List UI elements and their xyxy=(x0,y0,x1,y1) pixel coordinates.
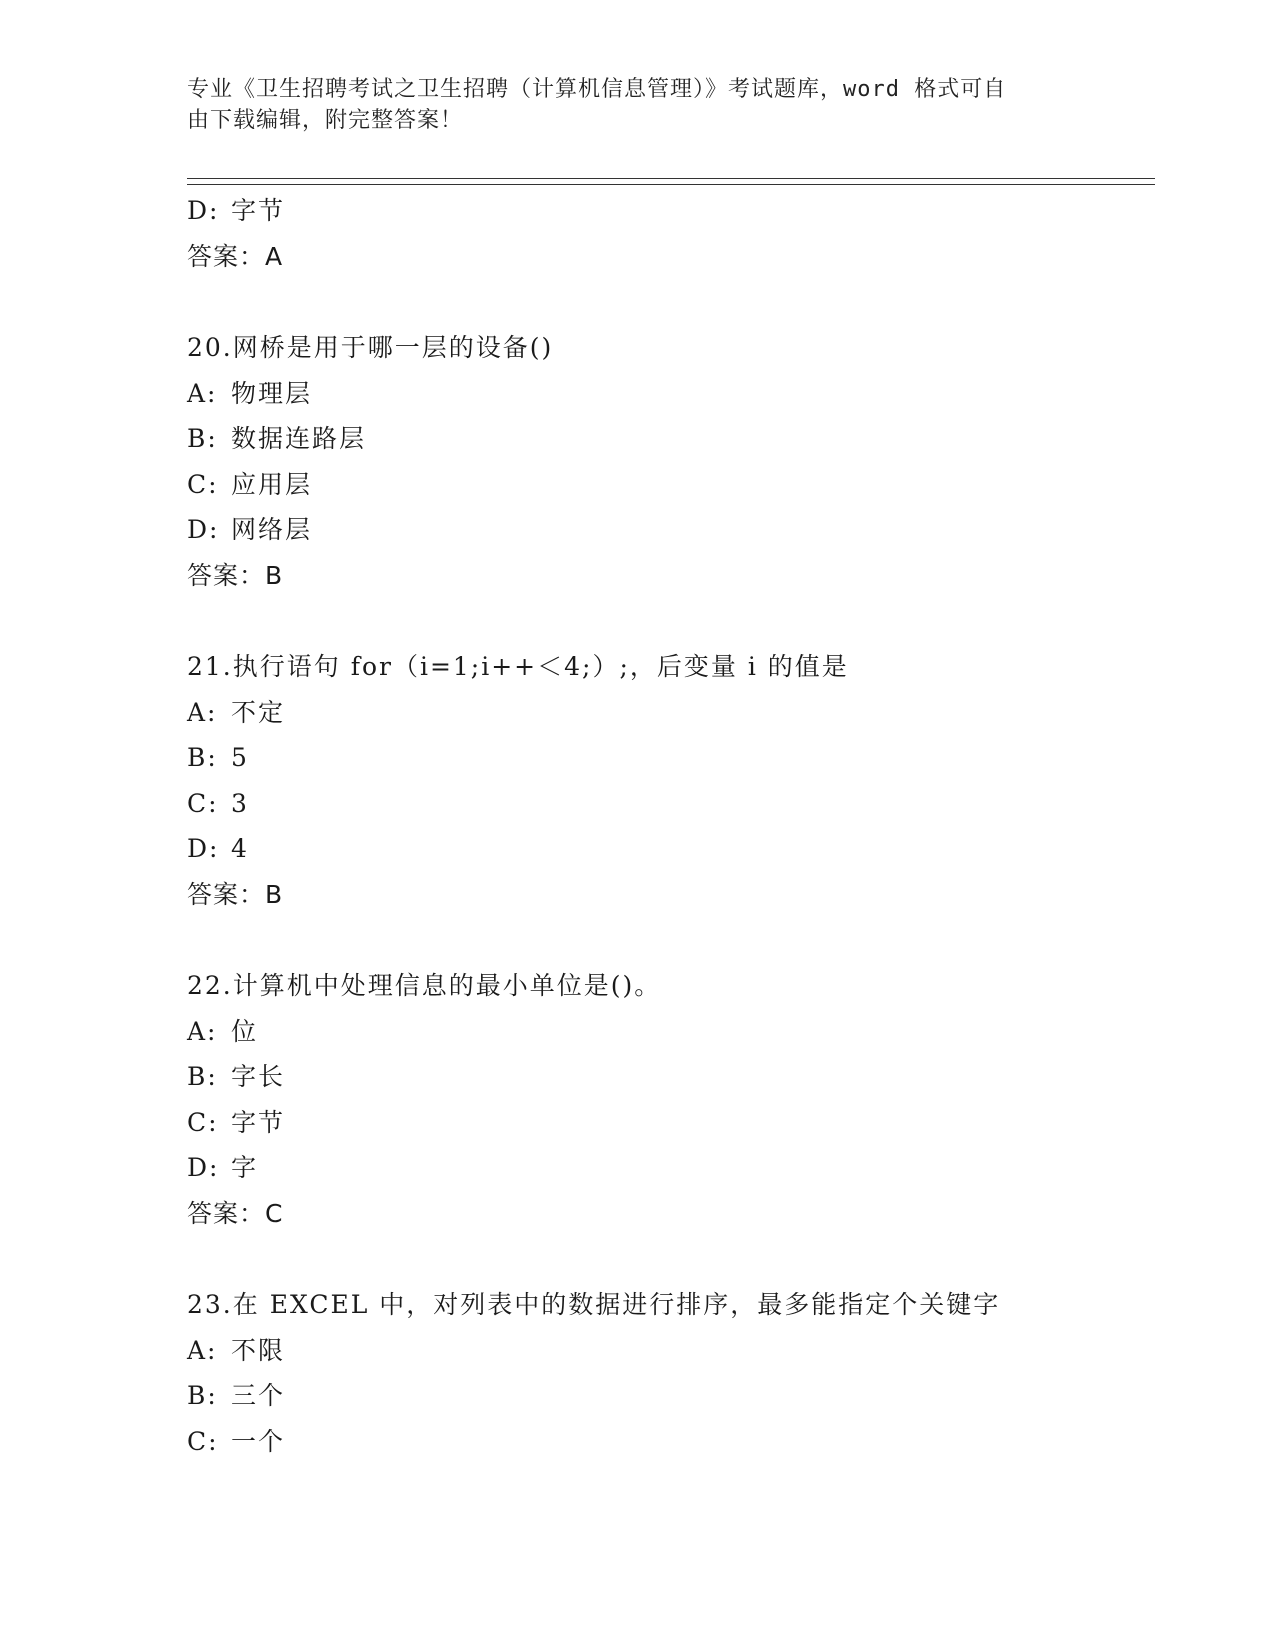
option-c xyxy=(187,462,1147,508)
option-text: 3 xyxy=(231,788,249,818)
option-text: 应用层 xyxy=(231,469,313,499)
option-a xyxy=(187,371,1147,417)
option-text: 三个 xyxy=(231,1381,286,1410)
option-text: 一个 xyxy=(231,1426,286,1456)
option-a xyxy=(187,1328,1147,1374)
option-key: A: xyxy=(187,1016,218,1046)
question-list xyxy=(187,188,1147,1464)
option-d xyxy=(187,1145,1147,1191)
option-key: A: xyxy=(187,1335,218,1365)
answer-line: 答案：A xyxy=(187,241,284,271)
option-text: 字长 xyxy=(231,1062,286,1091)
header-line-1: 专业《卫生招聘考试之卫生招聘（计算机信息管理）》考试题库，word 格式可自 xyxy=(187,77,1007,102)
option-key: B: xyxy=(187,1381,218,1410)
question-title: 21.执行语句 for（i=1;i++＜4;）;，后变量 i 的值是 xyxy=(187,652,849,681)
option-text: 字节 xyxy=(231,196,286,225)
option-key: C: xyxy=(187,469,219,499)
option-text: 物理层 xyxy=(231,378,313,408)
option-c xyxy=(187,1419,1147,1465)
question-title: 23.在 EXCEL 中，对列表中的数据进行排序，最多能指定个关键字 xyxy=(187,1290,1001,1319)
option-text: 字节 xyxy=(231,1107,286,1137)
option-c xyxy=(187,1100,1147,1146)
option-text: 数据连路层 xyxy=(231,424,367,453)
option-a xyxy=(187,690,1147,736)
option-b xyxy=(187,416,1147,462)
option-b xyxy=(187,1373,1147,1419)
document-header xyxy=(187,74,1067,136)
option-b xyxy=(187,735,1147,781)
header-line-2: 由下载编辑，附完整答案！ xyxy=(187,108,464,133)
option-key: D: xyxy=(187,515,220,544)
option-key: D: xyxy=(187,1153,220,1182)
option-b xyxy=(187,1054,1147,1100)
answer-line: 答案：B xyxy=(187,879,284,909)
option-d xyxy=(187,507,1147,553)
option-key: B: xyxy=(187,424,218,453)
option-text: 位 xyxy=(231,1016,259,1046)
option-key: A: xyxy=(187,697,218,727)
option-text: 不定 xyxy=(231,697,286,727)
option-c xyxy=(187,781,1147,827)
option-text: 网络层 xyxy=(231,515,313,544)
option-d xyxy=(187,826,1147,872)
option-key: A: xyxy=(187,378,218,408)
header-divider xyxy=(187,178,1155,185)
option-key: C: xyxy=(187,1426,219,1456)
option-key: D: xyxy=(187,196,220,225)
option-key: C: xyxy=(187,788,219,818)
option-text: 4 xyxy=(231,834,249,863)
option-text: 5 xyxy=(231,743,249,772)
question-title: 22.计算机中处理信息的最小单位是()。 xyxy=(187,971,662,1000)
answer-line: 答案：C xyxy=(187,1198,284,1228)
answer-line: 答案：B xyxy=(187,560,284,590)
option-a xyxy=(187,1009,1147,1055)
option-key: C: xyxy=(187,1107,219,1137)
option-key: D: xyxy=(187,834,220,863)
option-text: 不限 xyxy=(231,1335,286,1365)
option-key: B: xyxy=(187,743,218,772)
option-text: 字 xyxy=(231,1153,259,1182)
option-key: B: xyxy=(187,1062,218,1091)
option-d xyxy=(187,188,1147,234)
question-title: 20.网桥是用于哪一层的设备() xyxy=(187,333,554,362)
